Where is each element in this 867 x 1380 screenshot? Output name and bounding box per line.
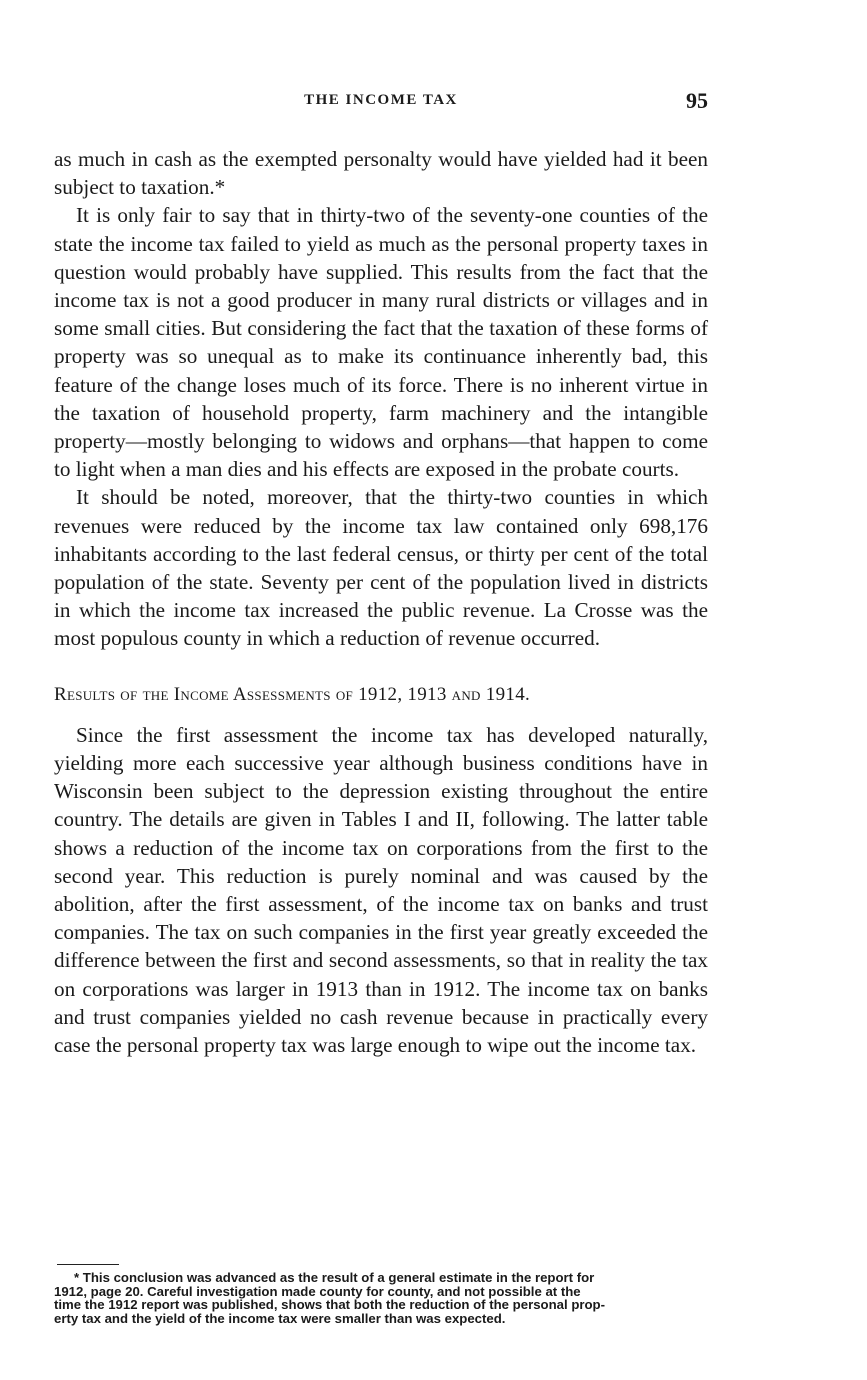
footnote-rule <box>57 1264 119 1265</box>
footnote-line: erty tax and the yield of the income tax were smaller than was expected. <box>54 1310 506 1326</box>
paragraph-population: It should be noted, moreover, that the thirty-two counties in which revenues were reduced by the income tax law contained only 698,176 inhabitants according to the last federal census, or thirty per cent of the total population of the state. Seventy per cent of the population lived in districts in which the income tax increased the public revenue. La Crosse was the most populous county in which a reduction of revenue occurred. <box>54 485 708 651</box>
paragraph-continued: as much in cash as the exempted personalty would have yielded had it been subject to taxation.* <box>54 147 708 200</box>
footnote <box>54 1271 714 1325</box>
body-text <box>54 145 708 1059</box>
paragraph-assessments: Since the first assessment the income tax has developed naturally, yielding more each successive year although business conditions have in Wisconsin been subject to the depression existing throughout the entire country. The details are given in Tables I and II, following. The latter table shows a reduction of the income tax on corporations from the first to the second year. This reduction is purely nominal and was caused by the abolition, after the first assessment, of the income tax on banks and trust companies. The tax on such companies in the first year greatly exceeded the difference between the first and second assessments, so that in reality the tax on corporations was larger in 1913 than in 1912. The income tax on banks and trust companies yielded no cash revenue because in practically every case the personal property tax was large enough to wipe out the income tax. <box>54 722 708 1058</box>
page-number: 95 <box>686 88 708 113</box>
section-heading-text: Results of the Income Assessments of 1912, 1913 and 1914. <box>54 683 531 705</box>
footnote-line: time the 1912 report was published, shows that both the reduction of the personal prop- <box>54 1297 606 1313</box>
section-heading <box>54 681 708 709</box>
footnote-line: 1912, page 20. Careful investigation made county for county, and not possible at the <box>54 1283 581 1299</box>
page-header <box>54 90 708 120</box>
footnote-line: * This conclusion was advanced as the result of a general estimate in the report for <box>74 1270 595 1285</box>
running-title: THE INCOME TAX <box>304 92 458 108</box>
paragraph-thirty-two-counties: It is only fair to say that in thirty-two of the seventy-one counties of the state the income tax failed to yield as much as the personal property taxes in question would probably have supplied. This results from the fact that the income tax is not a good producer in many rural districts or villages and in some small cities. But considering the fact that the taxation of these forms of property was so unequal as to make its continuance inherently bad, this feature of the change loses much of its force. There is no inherent virtue in the taxation of household property, farm machinery and the intangible property—mostly belonging to widows and orphans—that happen to come to light when a man dies and his effects are exposed in the probate courts. <box>54 203 708 482</box>
